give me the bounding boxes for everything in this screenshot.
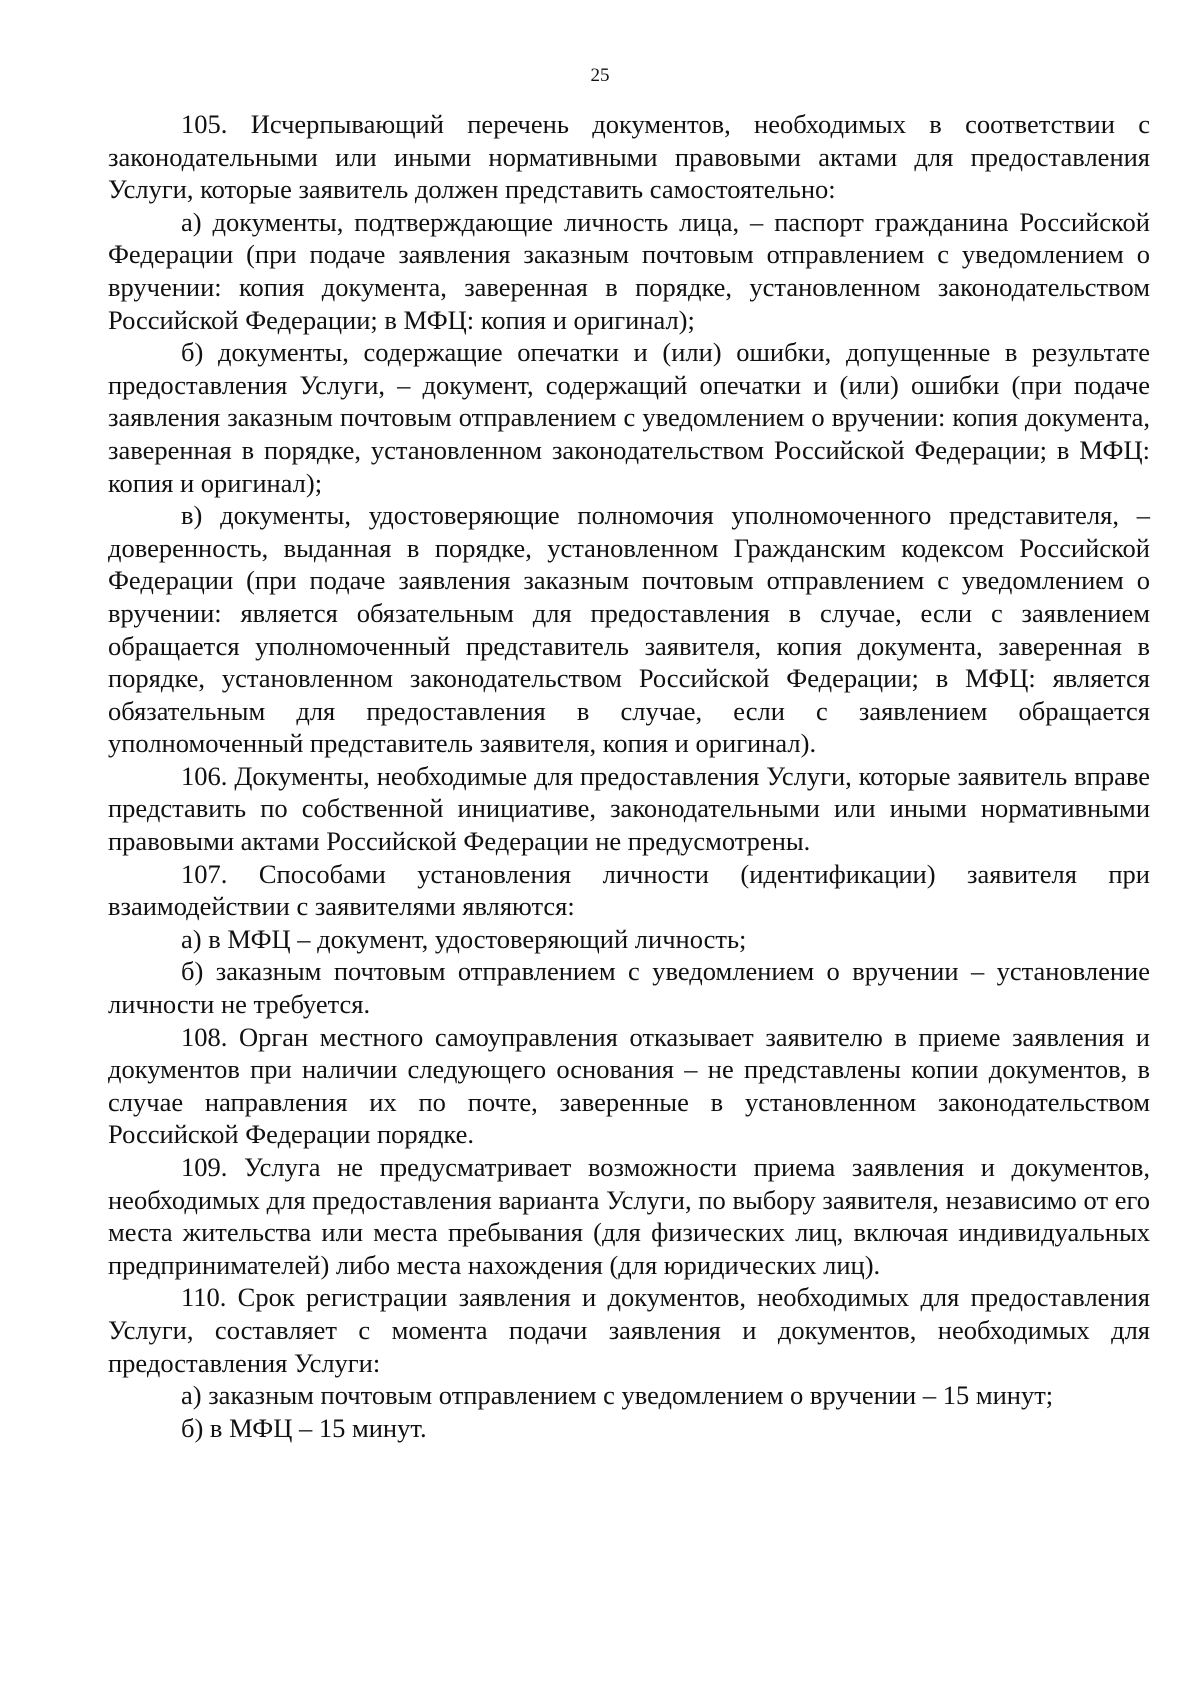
paragraph-105-b: б) документы, содержащие опечатки и (или) ошибки, допущенные в результате предоставления Услуги, – документ, содержащий опечатки и (или) ошибки (при подаче заявления заказным почтовым отправлением с уведомлением о вручении: копия документа, заверенная в порядке, установленном законодательством Российской Федерации; в МФЦ: копия и оригинал); <box>108 337 1150 498</box>
paragraph-107-a: а) в МФЦ – документ, удостоверяющий личность; <box>181 923 747 954</box>
paragraph-105-a: а) документы, подтверждающие личность лица, – паспорт гражданина Российской Федерации (при подаче заявления заказным почтовым отправлением с уведомлением о вручении: копия документа, заверенная в порядке, установленном законодательством Российской Федерации; в МФЦ: копия и оригинал); <box>108 206 1150 335</box>
paragraph-110-a: а) заказным почтовым отправлением с уведомлением о вручении – 15 минут; <box>181 1380 1054 1411</box>
paragraph-110: 110. Срок регистрации заявления и документов, необходимых для предоставления Услуги, составляет с момента подачи заявления и документов, необходимых для предоставления Услуги: <box>108 1282 1150 1378</box>
paragraph-105: 105. Исчерпывающий перечень документов, необходимых в соответствии с законодательными или иными нормативными правовыми актами для предоставления Услуги, которые заявитель должен представить самостоятельно: <box>108 109 1150 205</box>
paragraph-110-b: б) в МФЦ – 15 минут. <box>181 1412 427 1443</box>
paragraph-107-b: б) заказным почтовым отправлением с уведомлением о вручении – установление личности не требуется. <box>108 956 1150 1020</box>
paragraph-109: 109. Услуга не предусматривает возможности приема заявления и документов, необходимых для предоставления варианта Услуги, по выбору заявителя, независимо от его места жительства или места пребывания (для физических лиц, включая индивидуальных предпринимателей) либо места нахождения (для юридических лиц). <box>108 1152 1150 1280</box>
page-number: 25 <box>590 65 610 86</box>
paragraph-106: 106. Документы, необходимые для предоставления Услуги, которые заявитель вправе представить по собственной инициативе, законодательными или иными нормативными правовыми актами Российской Федерации не предусмотрены. <box>108 760 1150 857</box>
paragraph-105-v: в) документы, удостоверяющие полномочия уполномоченного представителя, – доверенность, выданная в порядке, установленном Гражданским кодексом Российской Федерации (при подаче заявления заказным почтовым отправлением с уведомлением о вручении: является обязательным для предоставления в случае, если с заявлением обращается уполномоченный представитель заявителя, копия документа, заверенная в порядке, установленном законодательством Российской Федерации; в МФЦ: является обязательным для предоставления в случае, если с заявлением обращается уполномоченный представитель заявителя, копия и оригинал). <box>108 500 1150 759</box>
paragraph-108: 108. Орган местного самоуправления отказывает заявителю в приеме заявления и документов при наличии следующего основания – не представлены копии документов, в случае направления их по почте, заверенные в установленном законодательством Российской Федерации порядке. <box>108 1021 1150 1150</box>
paragraph-107: 107. Способами установления личности (идентификации) заявителя при взаимодействии с заявителями являются: <box>108 858 1150 922</box>
document-body <box>108 108 1150 1444</box>
